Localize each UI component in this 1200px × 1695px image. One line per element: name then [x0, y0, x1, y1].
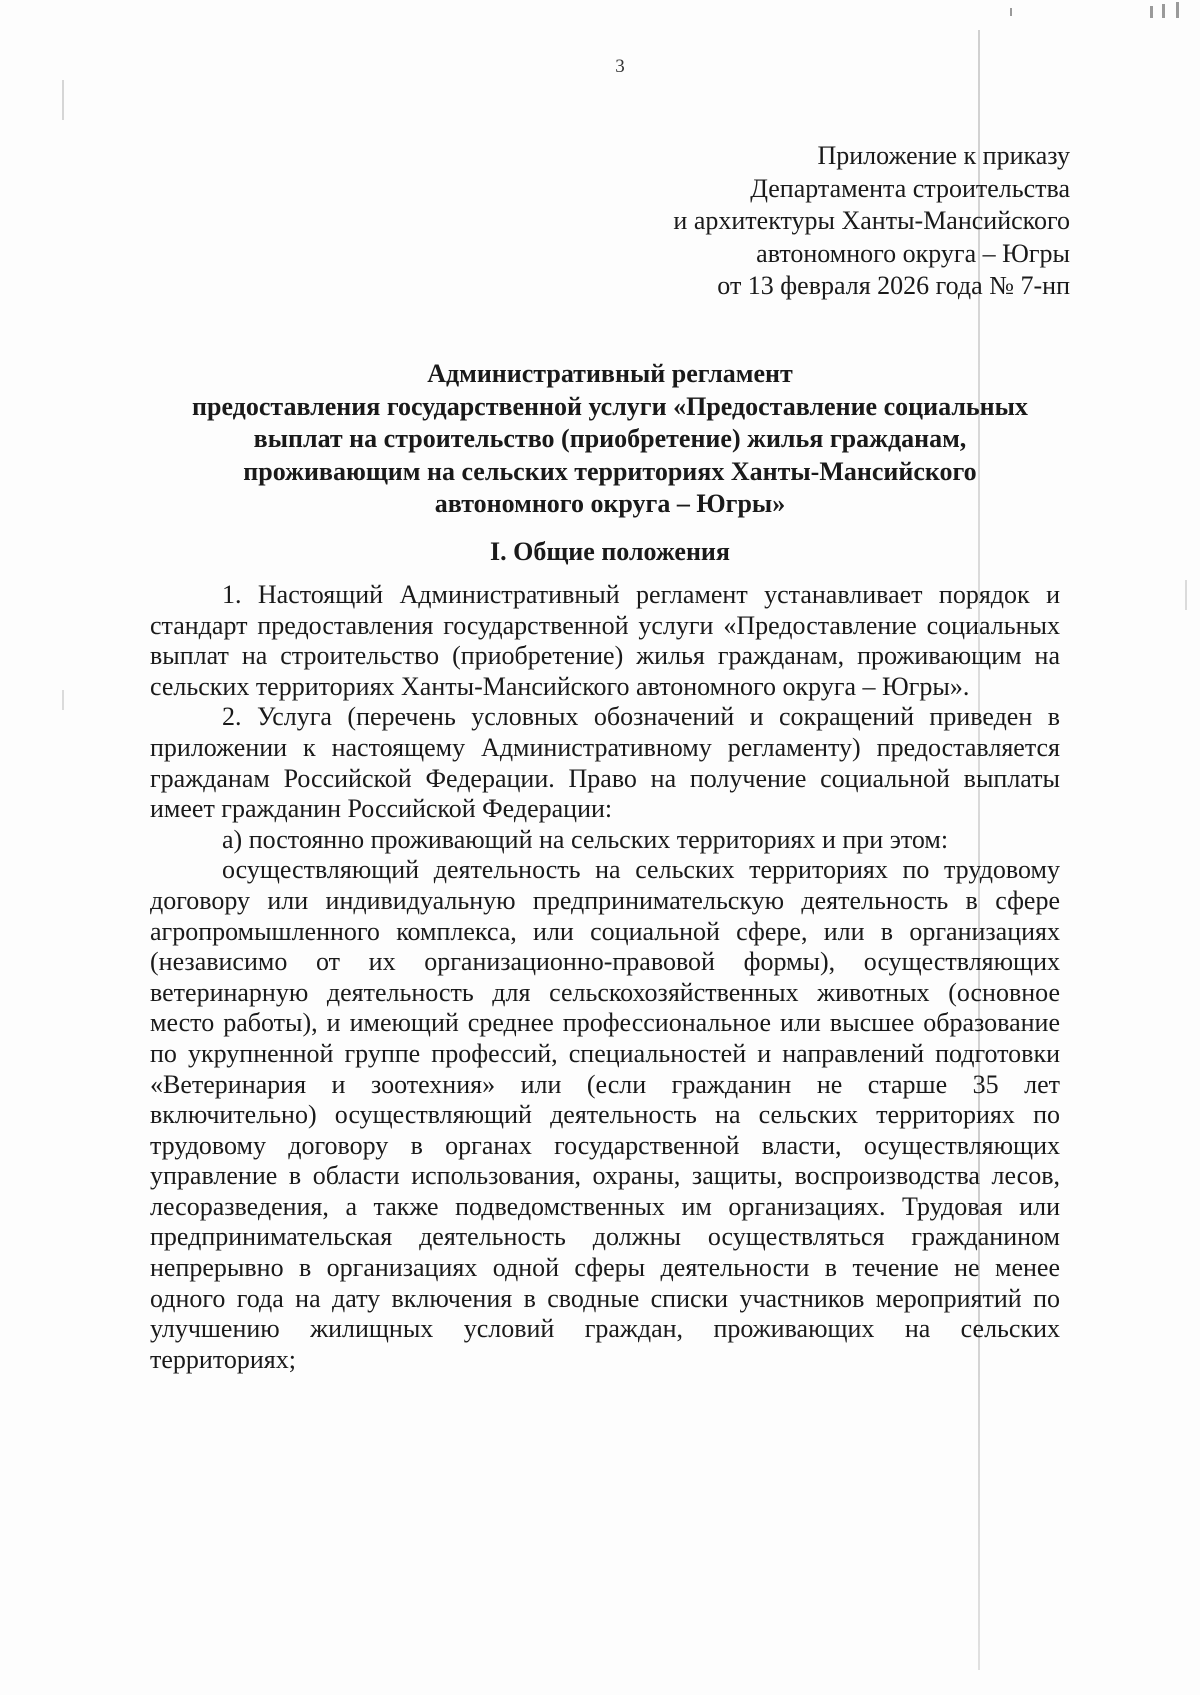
- scan-speck: [1162, 4, 1165, 18]
- document-title: [140, 358, 1080, 521]
- appendix-line: автономного округа – Югры: [756, 238, 1070, 268]
- scan-speck: [1176, 2, 1179, 18]
- appendix-block: [550, 140, 1070, 303]
- appendix-line: Департамента строительства: [750, 173, 1070, 203]
- document-body: [150, 580, 1060, 1375]
- scan-speck: [1185, 580, 1187, 610]
- paragraph-1: 1. Настоящий Административный регламент устанавливает порядок и стандарт предоставления государственной услуги «Предоставление социальных выплат на строительство (приобретение) жилья гражданам, проживающим на сельских территориях Ханты-Мансийского автономного округа – Югры».: [150, 580, 1060, 701]
- appendix-line: Приложение к приказу: [817, 141, 1070, 170]
- title-line: предоставления государственной услуги «Предоставление социальных: [192, 391, 1028, 421]
- title-line: выплат на строительство (приобретение) жилья гражданам,: [253, 424, 967, 453]
- section-heading: I. Общие положения: [490, 537, 730, 566]
- title-line: Административный регламент: [427, 359, 793, 388]
- paragraph-3: а) постоянно проживающий на сельских территориях и при этом:: [222, 824, 949, 854]
- title-line: проживающим на сельских территориях Ханты-Мансийского: [243, 456, 977, 486]
- scan-speck: [62, 80, 64, 120]
- page-number: 3: [615, 56, 625, 77]
- scan-speck: [1010, 8, 1012, 16]
- scan-speck: [1150, 6, 1153, 18]
- scan-speck: [62, 690, 64, 710]
- paragraph-2: 2. Услуга (перечень условных обозначений и сокращений приведен в приложении к настоящему Административному регламенту) предоставляется гражданам Российской Федерации. Право на получение социальной выплаты имеет гражданин Российской Федерации:: [150, 702, 1060, 824]
- paragraph-4: осуществляющий деятельность на сельских территориях по трудовому договору или индивидуальную предпринимательскую деятельность в сфере агропромышленного комплекса, или социальной сфере, или в организациях (независимо от их организационно-правовой формы), осуществляющих ветеринарную деятельность для сельскохозяйственных животных (основное место работы), и имеющий среднее профессиональное или высшее образование по укрупненной группе профессий, специальностей и направлений подготовки «Ветеринария и зоотехния» или (если гражданин не старше 35 лет включительно) осуществляющий деятельность на сельских территориях по трудовому договору в органах государственной власти, осуществляющих управление в области использования, охраны, защиты, воспроизводства лесов, лесоразведения, а также подведомственных им организациях. Трудовая или предпринимательская деятельность должны осуществляться гражданином непрерывно в организациях одной сферы деятельности в течение не менее одного года на дату включения в сводные списки участников мероприятий по улучшению жилищных условий граждан, проживающих на сельских территориях;: [150, 855, 1060, 1374]
- appendix-line: и архитектуры Ханты-Мансийского: [673, 206, 1070, 235]
- appendix-line: от 13 февраля 2026 года № 7-нп: [717, 271, 1070, 300]
- title-line: автономного округа – Югры»: [434, 489, 786, 518]
